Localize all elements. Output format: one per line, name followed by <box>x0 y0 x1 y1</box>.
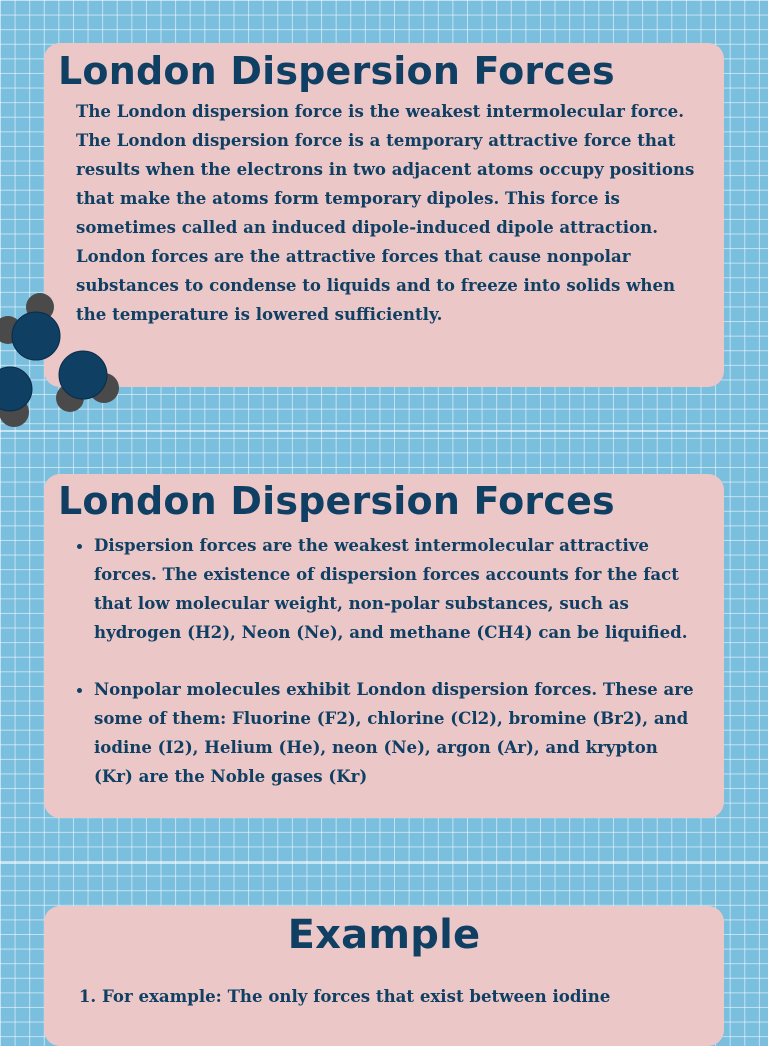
dispersion-card <box>44 474 724 818</box>
atom-dark <box>12 312 60 360</box>
section-title: London Dispersion Forces <box>58 49 615 93</box>
atom-dark <box>0 367 32 411</box>
molecule-illustration <box>0 290 130 440</box>
example-card <box>44 906 724 1046</box>
intro-card <box>44 43 724 387</box>
numbered-list <box>44 982 724 1011</box>
list-item: 1. For example: The only forces that exist between iodine <box>102 982 724 1011</box>
section-title: Example <box>287 912 481 958</box>
intro-paragraph: The London dispersion force is the weakest intermolecular force. The London dispersion force is a temporary attractive force that results when the electrons in two adjacent atoms occupy positions that make the atoms form temporary dipoles. This force is sometimes called an induced dipole-induced dipole attraction. London forces are the attractive forces that cause nonpolar substances to condense to liquids and to freeze into solids when the temperature is lowered sufficiently. <box>76 101 695 324</box>
section-divider <box>0 862 768 864</box>
section-title: London Dispersion Forces <box>58 479 615 523</box>
list-item: • Nonpolar molecules exhibit London dispersion forces. These are some of them: Fluorine (F2), chlorine (Cl2), bromine (Br2), and iodine (I2), Helium (He), neon (Ne), argon (Ar), and krypton (Kr) are the Noble gases (Kr) <box>94 675 710 791</box>
bullet-list <box>58 531 710 791</box>
atom-dark <box>59 351 107 399</box>
list-item: • Dispersion forces are the weakest intermolecular attractive forces. The existence of dispersion forces accounts for the fact that low molecular weight, non-polar substances, such as hydrogen (H2), Neon (Ne), and methane (CH4) can be liquified. <box>94 531 710 647</box>
